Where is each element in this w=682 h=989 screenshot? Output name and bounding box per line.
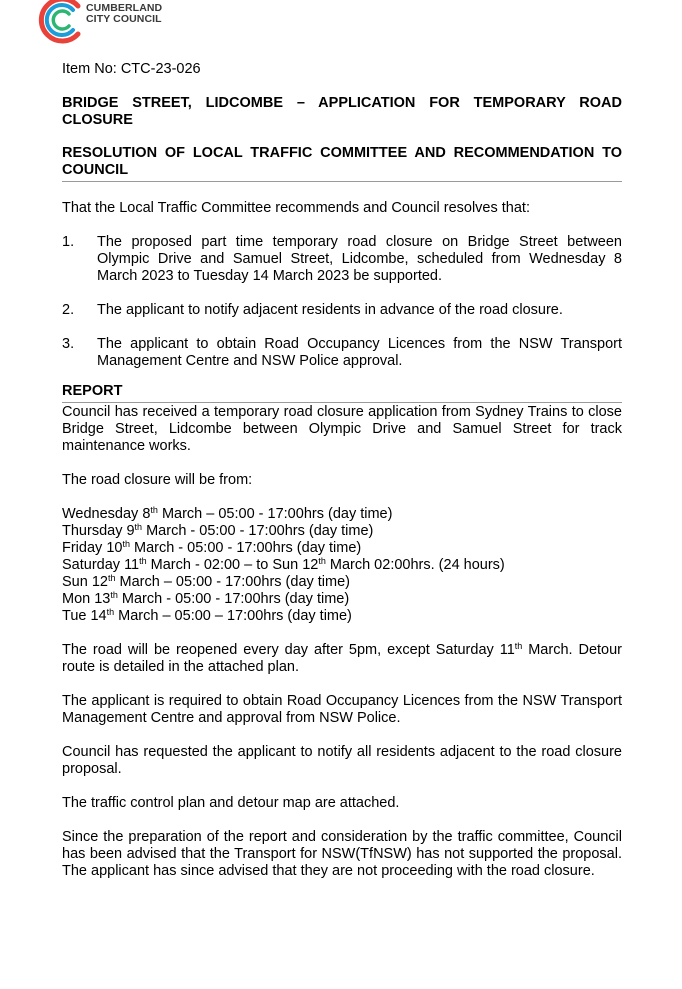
logo-line1: CUMBERLAND <box>86 2 163 14</box>
closure-schedule <box>62 506 622 625</box>
resolution-item <box>62 336 622 370</box>
schedule-line: Wednesday 8th March – 05:00 - 17:00hrs (day time) <box>62 505 393 522</box>
schedule-line: Sun 12th March – 05:00 - 17:00hrs (day time) <box>62 573 351 590</box>
schedule-line: Saturday 11th March - 02:00 – to Sun 12th March 02:00hrs. (24 hours) <box>62 556 505 573</box>
resolution-intro: That the Local Traffic Committee recommends and Council resolves that: <box>62 200 530 216</box>
schedule-line: Thursday 9th March - 05:00 - 17:00hrs (day time) <box>62 522 374 539</box>
schedule-line: Mon 13th March - 05:00 - 17:00hrs (day time) <box>62 590 350 607</box>
report-paragraph: The applicant is required to obtain Road Occupancy Licences from the NSW Transport Management Centre and approval from NSW Police. <box>62 693 622 726</box>
council-logo <box>35 0 195 44</box>
logo-text <box>86 3 162 25</box>
item-number: Item No: CTC-23-026 <box>62 61 201 77</box>
resolution-list <box>62 234 622 370</box>
resolution-number: 2. <box>62 302 75 318</box>
resolution-item <box>62 234 622 285</box>
reopen-paragraph: The road will be reopened every day after 5pm, except Saturday 11th March. Detour route is detailed in the attached plan. <box>62 641 622 675</box>
council-logo-icon <box>35 0 85 44</box>
resolution-number: 1. <box>62 234 75 250</box>
document-body <box>62 61 622 880</box>
resolution-text: The applicant to obtain Road Occupancy Licences from the NSW Transport Management Centre and NSW Police approval. <box>97 336 622 369</box>
schedule-line: Friday 10th March - 05:00 - 17:00hrs (day time) <box>62 539 362 556</box>
report-heading: REPORT <box>62 383 622 403</box>
logo-line2: CITY COUNCIL <box>86 13 162 25</box>
resolution-text: The proposed part time temporary road closure on Bridge Street between Olympic Drive and Samuel Street, Lidcombe, scheduled from Wednesday 8 March 2023 to Tuesday 14 March 2023 be supported. <box>97 234 622 284</box>
resolution-item <box>62 302 622 319</box>
resolution-number: 3. <box>62 336 75 352</box>
report-paragraph: The traffic control plan and detour map are attached. <box>62 795 400 811</box>
document-title: BRIDGE STREET, LIDCOMBE – APPLICATION FOR TEMPORARY ROAD CLOSURE <box>62 95 622 128</box>
report-paragraph: Council has received a temporary road closure application from Sydney Trains to close Bridge Street, Lidcombe between Olympic Drive and Samuel Street for track maintenance works. <box>62 404 622 454</box>
closure-intro: The road closure will be from: <box>62 472 253 488</box>
report-paragraph: Council has requested the applicant to notify all residents adjacent to the road closure proposal. <box>62 744 622 777</box>
report-paragraph: Since the preparation of the report and consideration by the traffic committee, Council has been advised that the Transport for NSW(TfNSW) has not supported the proposal. The applicant has since advised that they are not proceeding with the road closure. <box>62 829 622 879</box>
resolution-text: The applicant to notify adjacent residents in advance of the road closure. <box>97 302 563 318</box>
schedule-line: Tue 14th March – 05:00 – 17:00hrs (day time) <box>62 607 352 624</box>
resolution-heading: RESOLUTION OF LOCAL TRAFFIC COMMITTEE AND RECOMMENDATION TO COUNCIL <box>62 145 622 182</box>
